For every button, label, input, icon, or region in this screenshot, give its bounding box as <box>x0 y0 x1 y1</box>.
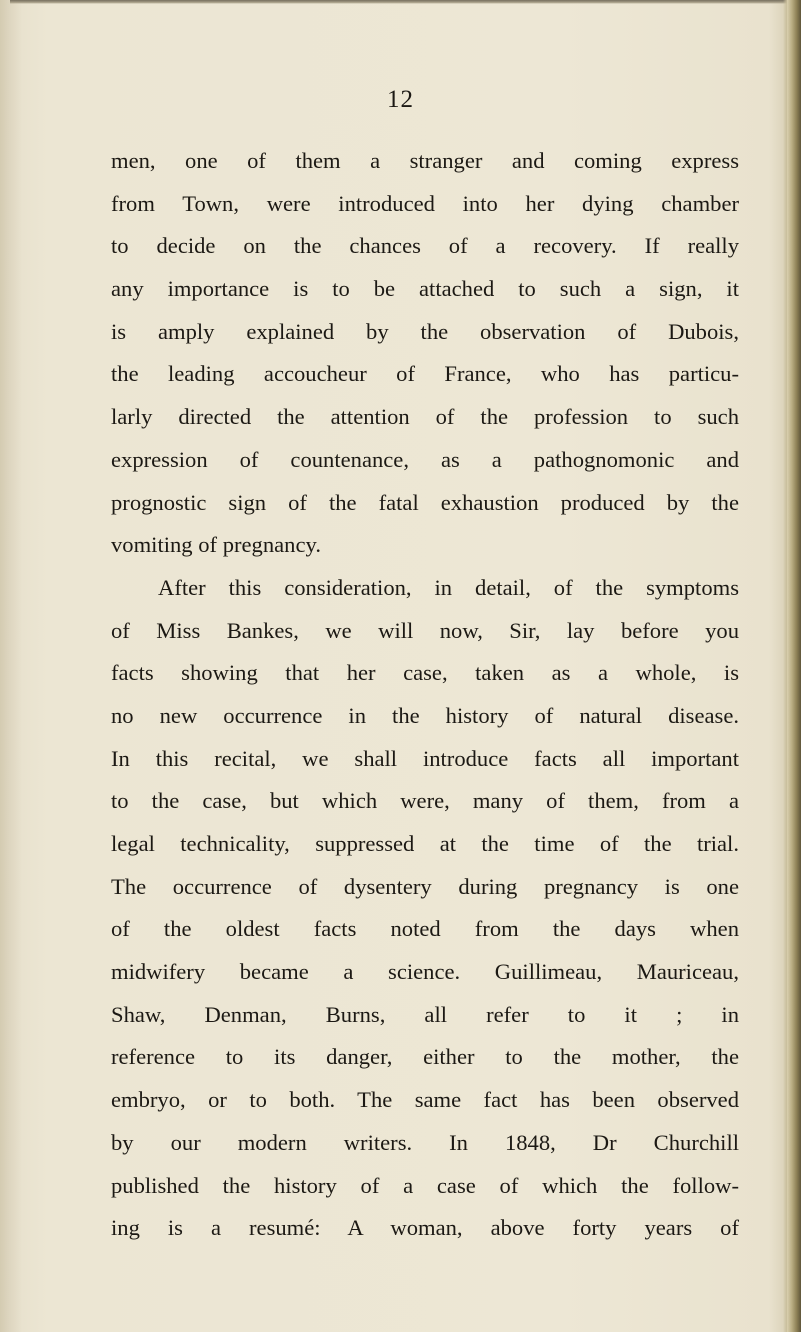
text-line: by our modern writers. In 1848, Dr Churchill <box>111 1129 739 1155</box>
text-line: of the oldest facts noted from the days when <box>111 916 739 942</box>
page-right-edge <box>787 0 801 1332</box>
text-line: midwifery became a science. Guillimeau, Mauriceau, <box>111 959 739 985</box>
text-line: the leading accoucheur of France, who has particu- <box>111 361 739 387</box>
text-line: from Town, were introduced into her dying chamber <box>111 190 739 216</box>
text-line: The occurrence of dysentery during pregnancy is one <box>111 873 739 899</box>
text-line: published the history of a case of which the follow- <box>111 1172 739 1198</box>
text-line: no new occurrence in the history of natural disease. <box>111 702 739 728</box>
text-line: of Miss Bankes, we will now, Sir, lay before you <box>111 617 739 643</box>
paragraph-start-line: After this consideration, in detail, of the symptoms <box>158 574 739 600</box>
text-line: embryo, or to both. The same fact has been observed <box>111 1087 739 1113</box>
text-line: Shaw, Denman, Burns, all refer to it ; in <box>111 1001 739 1027</box>
text-line: any importance is to be attached to such a sign, it <box>111 276 739 302</box>
paragraph-end-line: vomiting of pregnancy. <box>111 532 321 558</box>
text-line: In this recital, we shall introduce facts all important <box>111 745 739 771</box>
page-gutter-shadow <box>0 0 22 1332</box>
text-line: to the case, but which were, many of them, from a <box>111 788 739 814</box>
text-line: is amply explained by the observation of Dubois, <box>111 318 739 344</box>
text-line: prognostic sign of the fatal exhaustion produced by the <box>111 489 739 515</box>
text-line: to decide on the chances of a recovery. If really <box>111 233 739 259</box>
text-line: men, one of them a stranger and coming express <box>111 148 739 173</box>
body-text <box>111 140 739 1250</box>
text-line: ing is a resumé: A woman, above forty years of <box>111 1215 739 1241</box>
text-line: expression of countenance, as a pathognomonic and <box>111 446 739 472</box>
text-line: larly directed the attention of the profession to such <box>111 404 739 430</box>
page-top-edge <box>10 0 793 4</box>
page-number: 12 <box>387 86 414 113</box>
text-line: reference to its danger, either to the mother, the <box>111 1044 739 1070</box>
text-line: legal technicality, suppressed at the time of the trial. <box>111 831 739 856</box>
text-line: facts showing that her case, taken as a whole, is <box>111 660 739 686</box>
